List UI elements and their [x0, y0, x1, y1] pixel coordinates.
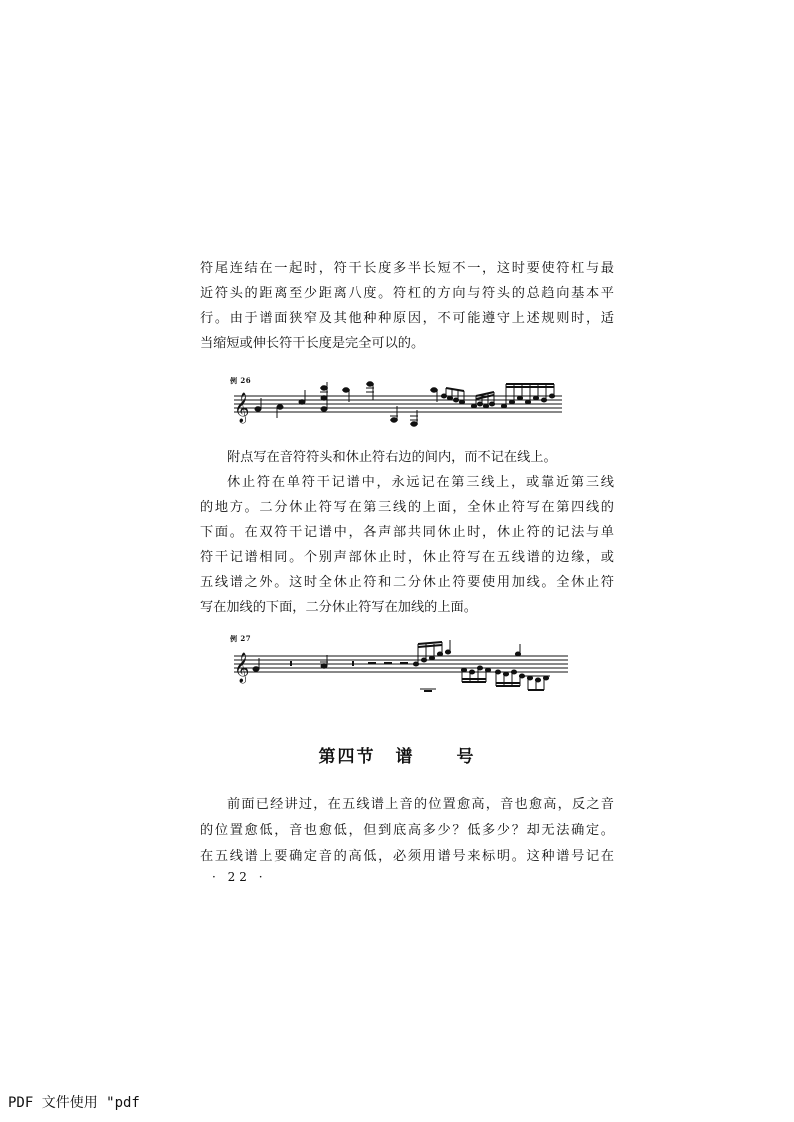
section-number: 第四节 — [318, 747, 376, 767]
music-staff-figure — [228, 634, 570, 696]
text-line: 前面已经讲过，在五线谱上音的位置愈高，音也愈高，反之音 — [227, 797, 614, 812]
music-example-26 — [228, 376, 564, 432]
text-line: 写在加线的下面，二分休止符写在加线的上面。 — [200, 600, 477, 615]
text-line: 当缩短或伸长符干长度是完全可以的。 — [200, 336, 425, 351]
text-line: 符尾连结在一起时，符干长度多半长短不一，这时要使符杠与最 — [200, 261, 614, 276]
text-line: 下面。在双符干记谱中，各声部共同休止时，休止符的记法与单 — [200, 525, 614, 540]
example-label: 例 27 — [230, 634, 252, 643]
text-line: 的位置愈低，音也愈低，但到底高多少？低多少？却无法确定。 — [200, 823, 614, 838]
text-line: 近符头的距离至少距离八度。符杠的方向与符头的总趋向基本平 — [200, 286, 614, 301]
paragraph-rest-rules — [200, 445, 614, 620]
text-line: 五线谱之外。这时全休止符和二分休止符要使用加线。全休止符 — [200, 575, 614, 590]
text-line: 符干记谱相同。个别声部休止时，休止符写在五线谱的边缘，或 — [200, 550, 614, 565]
paragraph-beam-rules — [200, 256, 614, 356]
section-heading — [0, 742, 794, 767]
page-number: · 22 · — [212, 870, 267, 884]
paragraph-clef-intro — [200, 792, 614, 870]
text-line: 附点写在音符符头和休止符右边的间内，而不记在线上。 — [227, 450, 557, 465]
pdf-footer-watermark: PDF 文件使用 "pdf — [8, 1095, 140, 1111]
example-label: 例 26 — [230, 376, 252, 385]
text-line: 休止符在单符干记谱中，永远记在第三线上，或靠近第三线 — [227, 475, 614, 490]
music-staff-figure — [228, 376, 564, 432]
music-example-27 — [228, 634, 570, 696]
text-line: 行。由于谱面狭窄及其他种种原因，不可能遵守上述规则时，适 — [200, 311, 614, 326]
svg-text:𝄞: 𝄞 — [234, 393, 250, 423]
section-title-char-2: 号 — [456, 747, 476, 767]
svg-text:𝄞: 𝄞 — [234, 653, 250, 683]
section-title-char-1: 谱 — [395, 747, 415, 767]
text-line: 在五线谱上要确定音的高低，必须用谱号来标明。这种谱号记在 — [200, 849, 614, 864]
text-line: 的地方。二分休止符写在第三线的上面，全休止符写在第四线的 — [200, 500, 614, 515]
